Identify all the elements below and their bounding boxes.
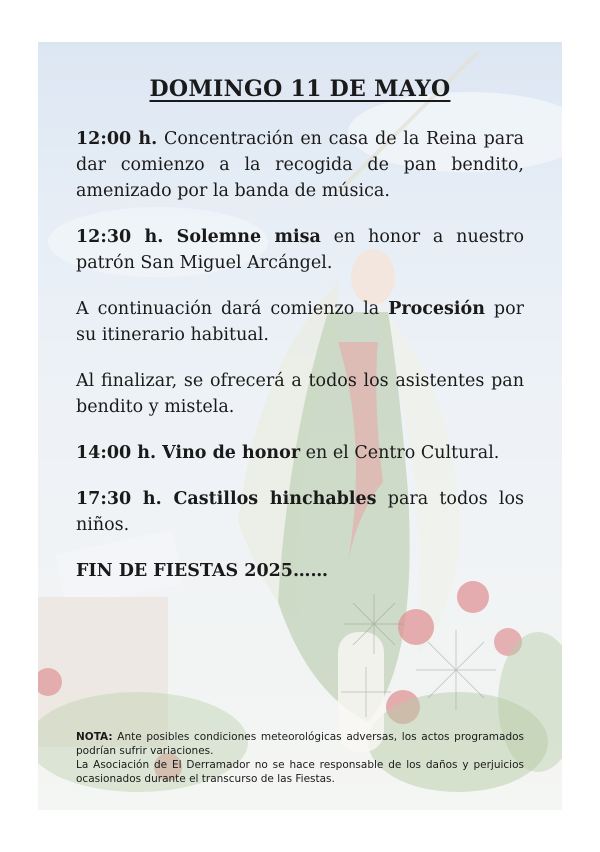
note-line-1 (76, 730, 524, 758)
schedule-item-bread (76, 368, 524, 420)
schedule-item-procession (76, 296, 524, 348)
poster (38, 42, 562, 810)
closing-line: FIN DE FIESTAS 2025…… (76, 561, 328, 581)
schedule-item-1230 (76, 224, 524, 276)
item-text: para todos los niños. (76, 489, 524, 535)
schedule-item-1400 (76, 440, 524, 466)
item-text: por su itinerario habitual. (76, 299, 524, 345)
item-text: en el Centro Cultural. (300, 443, 500, 463)
item-text-pre: A continuación dará comienzo la (76, 299, 389, 319)
note-line-2: La Asociación de El Derramador no se hace responsable de los daños y perjuicios ocasionados durante el transcurso de las Fiestas. (76, 759, 524, 785)
time-label: 14:00 h. Vino de honor (76, 443, 301, 463)
program-content (76, 76, 524, 584)
item-text: Concentración en casa de la Reina para dar comienzo a la recogida de pan bendito, amenizado por la banda de música. (76, 129, 525, 201)
item-text: en honor a nuestro patrón San Miguel Arcángel. (76, 227, 524, 273)
page-title: DOMINGO 11 DE MAYO (149, 76, 451, 102)
note-text-1: Ante posibles condiciones meteorológicas adversas, los actos programados podrían sufrir variaciones. (76, 731, 524, 757)
note-label: NOTA: (76, 731, 113, 743)
schedule-item-1200 (76, 126, 524, 204)
footer-note (76, 730, 524, 786)
time-label: 12:00 h. (76, 129, 158, 149)
highlight-label: Procesión (388, 299, 485, 319)
schedule-item-1730 (76, 486, 524, 538)
time-label: 12:30 h. Solemne misa (76, 227, 321, 247)
time-label: 17:30 h. Castillos hinchables (76, 489, 377, 509)
item-text: Al finalizar, se ofrecerá a todos los asistentes pan bendito y mistela. (76, 371, 524, 417)
